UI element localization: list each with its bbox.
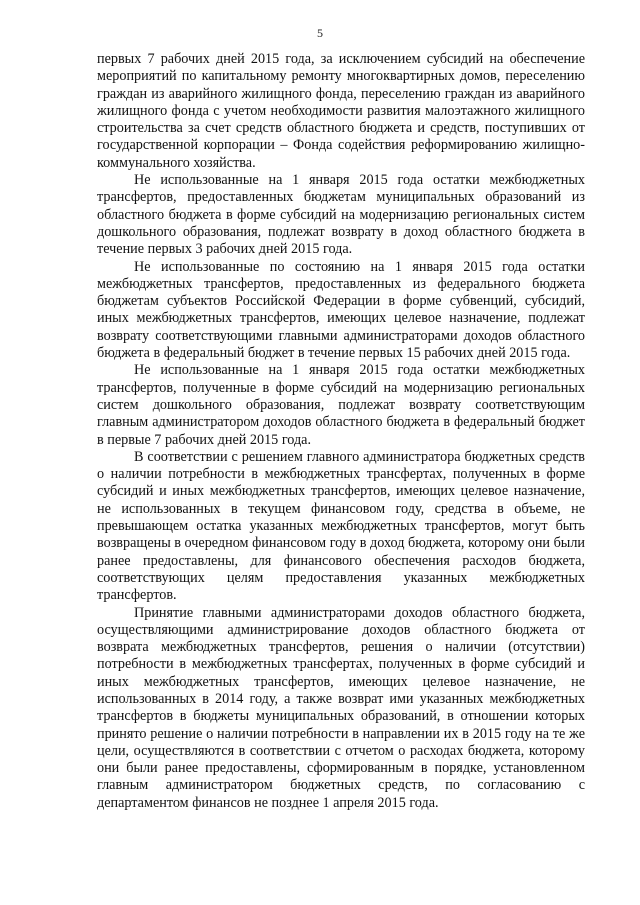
paragraph-preschool-subsidies-return: Не использованные на 1 января 2015 года остатки межбюджетных трансфертов, предоставленных бюджетам муниципальных образований из областного бюджета в форме субсидий на модернизацию региональных систем дошкольного образования, подлежат возврату в доход областного бюджета в течение первых 3 рабочих дней 2015 года. xyxy=(97,172,585,258)
paragraph-administrators-decision: Принятие главными администраторами доходов областного бюджета, осуществляющими администрирование доходов областного бюджета от возврата межбюджетных трансфертов, решения о наличии (отсутствии) потребности в межбюджетных трансфертах, полученных в форме субсидий и иных межбюджетных трансфертов, имеющих целевое назначение, не использованных в 2014 году, а также возврат ими указанных межбюджетных трансфертов в бюджеты муниципальных образований, в отношении которых принято решение о наличии потребности в направлении их в 2015 году на те же цели, осуществляются в соответствии с отчетом о расходах бюджета, которому они были ранее предоставлены, сформированным в порядке, установленном главным администратором бюджетных средств, по согласованию с департаментом финансов не позднее 1 апреля 2015 года. xyxy=(97,604,585,811)
document-body xyxy=(97,51,585,812)
paragraph-continuation: первых 7 рабочих дней 2015 года, за исключением субсидий на обеспечение мероприятий по капитальному ремонту многоквартирных домов, переселению граждан из аварийного жилищного фонда, переселению граждан из аварийного жилищного фонда с учетом необходимости развития малоэтажного жилищного строительства за счет средств областного бюджета и средств, поступивших от государственной корпорации – Фонда содействия реформированию жилищно-коммунального хозяйства. xyxy=(97,51,585,171)
paragraph-federal-transfers-return: Не использованные по состоянию на 1 января 2015 года остатки межбюджетных трансфертов, предоставленных из федерального бюджета бюджетам субъектов Российской Федерации в форме субвенций, субсидий, иных межбюджетных трансфертов, имеющих целевое назначение, подлежат возврату соответствующими главными администраторами доходов областного бюджета в федеральный бюджет в течение первых 15 рабочих дней 2015 года. xyxy=(97,258,585,362)
page-number: 5 xyxy=(317,26,323,40)
paragraph-preschool-federal-return: Не использованные на 1 января 2015 года остатки межбюджетных трансфертов, полученные в форме субсидий на модернизацию региональных систем дошкольного образования, подлежат возврату соответствующим главным администратором доходов областного бюджета в федеральный бюджет в первые 7 рабочих дней 2015 года. xyxy=(97,362,585,448)
paragraph-unused-funds-decision: В соответствии с решением главного администратора бюджетных средств о наличии потребности в межбюджетных трансфертах, полученных в форме субсидий и иных межбюджетных трансфертов, имеющих целевое назначение, не использованных в текущем финансовом году, средства в объеме, не превышающем остатка указанных межбюджетных трансфертов, могут быть возвращены в очередном финансовом году в доход бюджета, которому они были ранее предоставлены, для финансового обеспечения расходов бюджета, соответствующих целям предоставления указанных межбюджетных трансфертов. xyxy=(97,448,585,604)
